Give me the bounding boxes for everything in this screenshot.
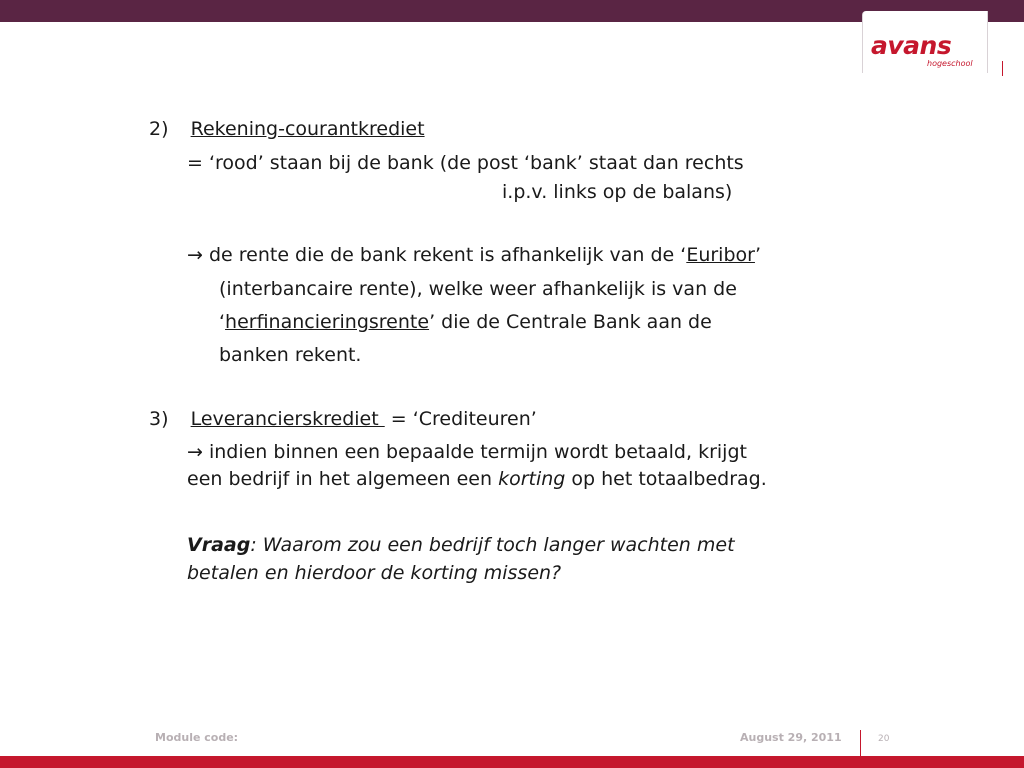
item3-heading — [149, 407, 537, 431]
footer-page-number: 20 — [878, 734, 890, 744]
footer-date: August 29, 2011 — [740, 731, 842, 744]
euribor-term: Euribor — [686, 244, 755, 266]
item3-number: 3) — [149, 408, 169, 430]
item3-title: Leverancierskrediet — [190, 408, 385, 430]
bottom-bar — [0, 756, 1024, 768]
arrow-right-icon: → — [187, 441, 203, 463]
item2-definition-line2: i.p.v. links op de balans) — [502, 181, 733, 203]
korting-term: korting — [498, 468, 566, 490]
item2-title: Rekening-courantkrediet — [190, 118, 425, 140]
footer-module-code: Module code: — [155, 731, 239, 744]
herfinancieringsrente-term: herfinancieringsrente — [225, 311, 430, 333]
item3-title-suffix: = ‘Crediteuren’ — [384, 408, 537, 430]
item3-detail-line2: een bedrijf in het algemeen een korting op het totaalbedrag. — [187, 468, 767, 490]
logo-word: avans — [871, 31, 952, 60]
question-line1: Vraag: Waarom zou een bedrijf toch langer wachten met — [187, 534, 735, 556]
arrow-right-icon: → — [187, 244, 203, 266]
item2-definition-line1: = ‘rood’ staan bij de bank (de post ‘bank’ staat dan rechts — [187, 152, 744, 174]
item2-detail-line3: ‘herfinancieringsrente’ die de Centrale Bank aan de — [219, 311, 712, 333]
footer-divider — [860, 730, 861, 756]
item2-heading — [149, 117, 425, 141]
question-label: Vraag — [187, 534, 251, 556]
item2-detail-line2: (interbancaire rente), welke weer afhankelijk is van de — [219, 278, 737, 300]
logo-subtitle: hogeschool — [927, 59, 973, 68]
item2-number: 2) — [149, 118, 169, 140]
item3-detail-line1: → indien binnen een bepaalde termijn wordt betaald, krijgt — [187, 441, 747, 463]
item2-detail-line1: → de rente die de bank rekent is afhankelijk van de ‘Euribor’ — [187, 244, 761, 266]
item2-detail-line4: banken rekent. — [219, 344, 362, 366]
question-line2: betalen en hierdoor de korting missen? — [187, 562, 562, 584]
